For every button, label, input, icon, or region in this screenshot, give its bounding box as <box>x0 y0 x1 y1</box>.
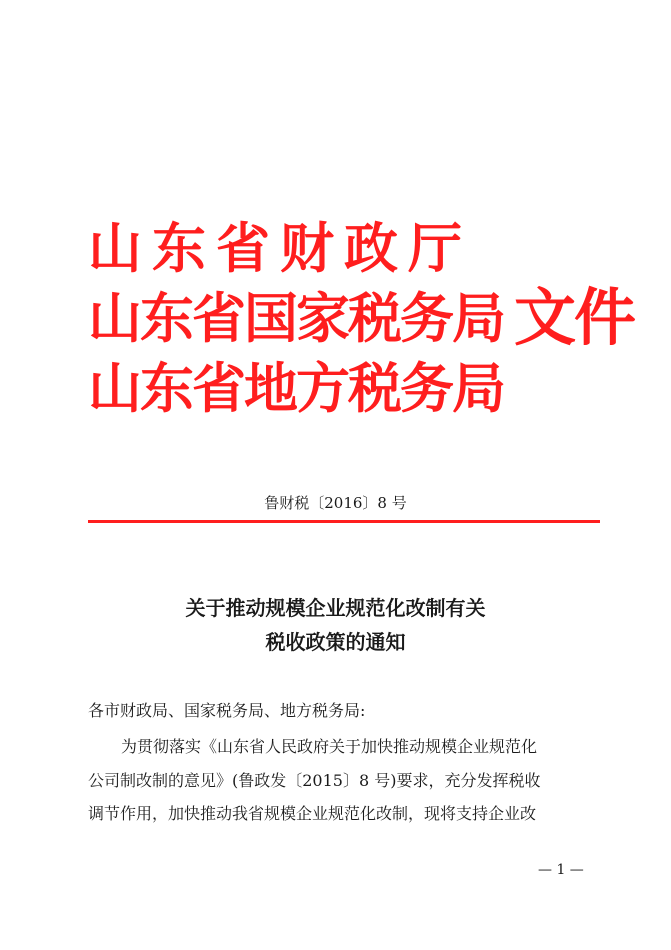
document-header <box>88 216 635 420</box>
issuer-state-tax-bureau: 山东省国家税务局 <box>88 286 504 350</box>
document-suffix: 文件 <box>514 281 635 354</box>
body-line: 为贯彻落实《山东省人民政府关于加快推动规模企业规范化 <box>121 737 538 756</box>
issuer-finance-department: 山东省财政厅 <box>88 216 472 280</box>
salutation: 各市财政局、国家税务局、地方税务局: <box>88 701 366 720</box>
document-number: 鲁财税〔2016〕8 号 <box>264 494 407 512</box>
body-line: 公司制改制的意见》(鲁政发〔2015〕8 号)要求，充分发挥税收 <box>88 771 541 790</box>
document-title-line-1: 关于推动规模企业规范化改制有关 <box>185 596 486 620</box>
header-divider <box>88 520 600 523</box>
page-number: — 1 — <box>538 862 584 878</box>
document-title-line-2: 税收政策的通知 <box>265 630 406 654</box>
body-line: 调节作用，加快推动我省规模企业规范化改制，现将支持企业改 <box>88 804 537 823</box>
issuer-local-tax-bureau: 山东省地方税务局 <box>88 356 504 420</box>
